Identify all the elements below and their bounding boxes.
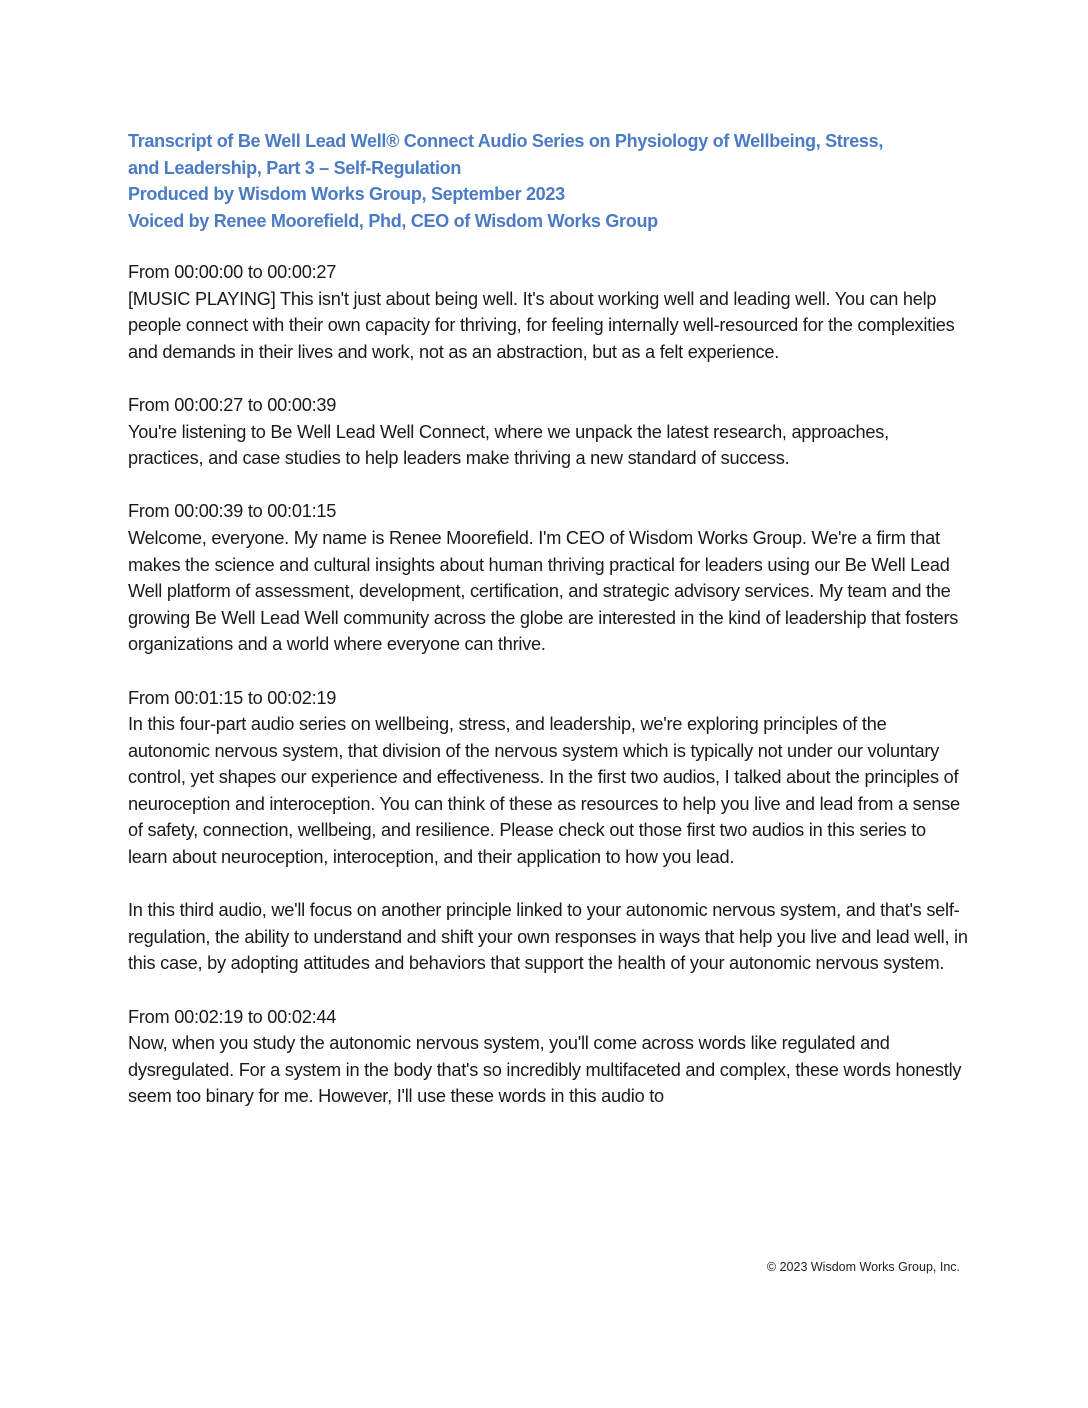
section-paragraph: In this four-part audio series on wellbeing, stress, and leadership, we're exploring principles of the autonomic nervous system, that division of the nervous system which is typically not under our voluntary control, yet shapes our experience and effectiveness. In the first two audios, I talked about the principles of neuroception and interoception. You can think of these as resources to help you live and lead from a sense of safety, connection, wellbeing, and resilience. Please check out those first two audios in this series to learn about neuroception, interoception, and their application to how you lead. — [128, 714, 960, 868]
transcript-body — [128, 259, 968, 1137]
transcript-section — [128, 392, 968, 472]
section-paragraph: [MUSIC PLAYING] This isn't just about being well. It's about working well and leading well. You can help people connect with their own capacity for thriving, for feeling internally well-resourced for the complexities and demands in their lives and work, not as an abstraction, but as a felt experience. — [128, 288, 955, 362]
document-title-line-2: and Leadership, Part 3 – Self-Regulation — [128, 157, 462, 178]
section-paragraph: Welcome, everyone. My name is Renee Moorefield. I'm CEO of Wisdom Works Group. We're a firm that makes the science and cultural insights about human thriving practical for leaders using our Be Well Lead Well platform of assessment, development, certification, and strategic advisory services. My team and the growing Be Well Lead Well community across the globe are interested in the kind of leadership that fosters organizations and a world where everyone can thrive. — [128, 527, 959, 655]
voiced-by-line: Voiced by Renee Moorefield, Phd, CEO of Wisdom Works Group — [128, 210, 658, 231]
transcript-section — [128, 259, 968, 365]
document-title-line-1: Transcript of Be Well Lead Well® Connect Audio Series on Physiology of Wellbeing, Stress, — [128, 131, 884, 151]
section-timestamp: From 00:00:00 to 00:00:27 — [128, 262, 337, 282]
section-timestamp: From 00:01:15 to 00:02:19 — [128, 687, 337, 708]
transcript-section — [128, 897, 968, 977]
section-timestamp: From 00:00:27 to 00:00:39 — [128, 394, 337, 415]
transcript-header — [128, 128, 968, 234]
section-paragraph: Now, when you study the autonomic nervous system, you'll come across words like regulated and dysregulated. For a system in the body that's so incredibly multifaceted and complex, these words honestly seem too binary for me. However, I'll use these words in this audio to — [128, 1033, 962, 1107]
transcript-section — [128, 1004, 968, 1110]
section-timestamp: From 00:02:19 to 00:02:44 — [128, 1006, 337, 1027]
transcript-section — [128, 685, 968, 871]
produced-by-line: Produced by Wisdom Works Group, September 2023 — [128, 184, 565, 204]
copyright-footer: © 2023 Wisdom Works Group, Inc. — [766, 1260, 960, 1274]
transcript-section — [128, 498, 968, 658]
section-paragraph: You're listening to Be Well Lead Well Connect, where we unpack the latest research, approaches, practices, and case studies to help leaders make thriving a new standard of success. — [128, 421, 889, 469]
section-paragraph: In this third audio, we'll focus on another principle linked to your autonomic nervous system, and that's self-regulation, the ability to understand and shift your own responses in ways that help you live and lead well, in this case, by adopting attitudes and behaviors that support the health of your autonomic nervous system. — [128, 900, 968, 974]
section-timestamp: From 00:00:39 to 00:01:15 — [128, 501, 337, 522]
